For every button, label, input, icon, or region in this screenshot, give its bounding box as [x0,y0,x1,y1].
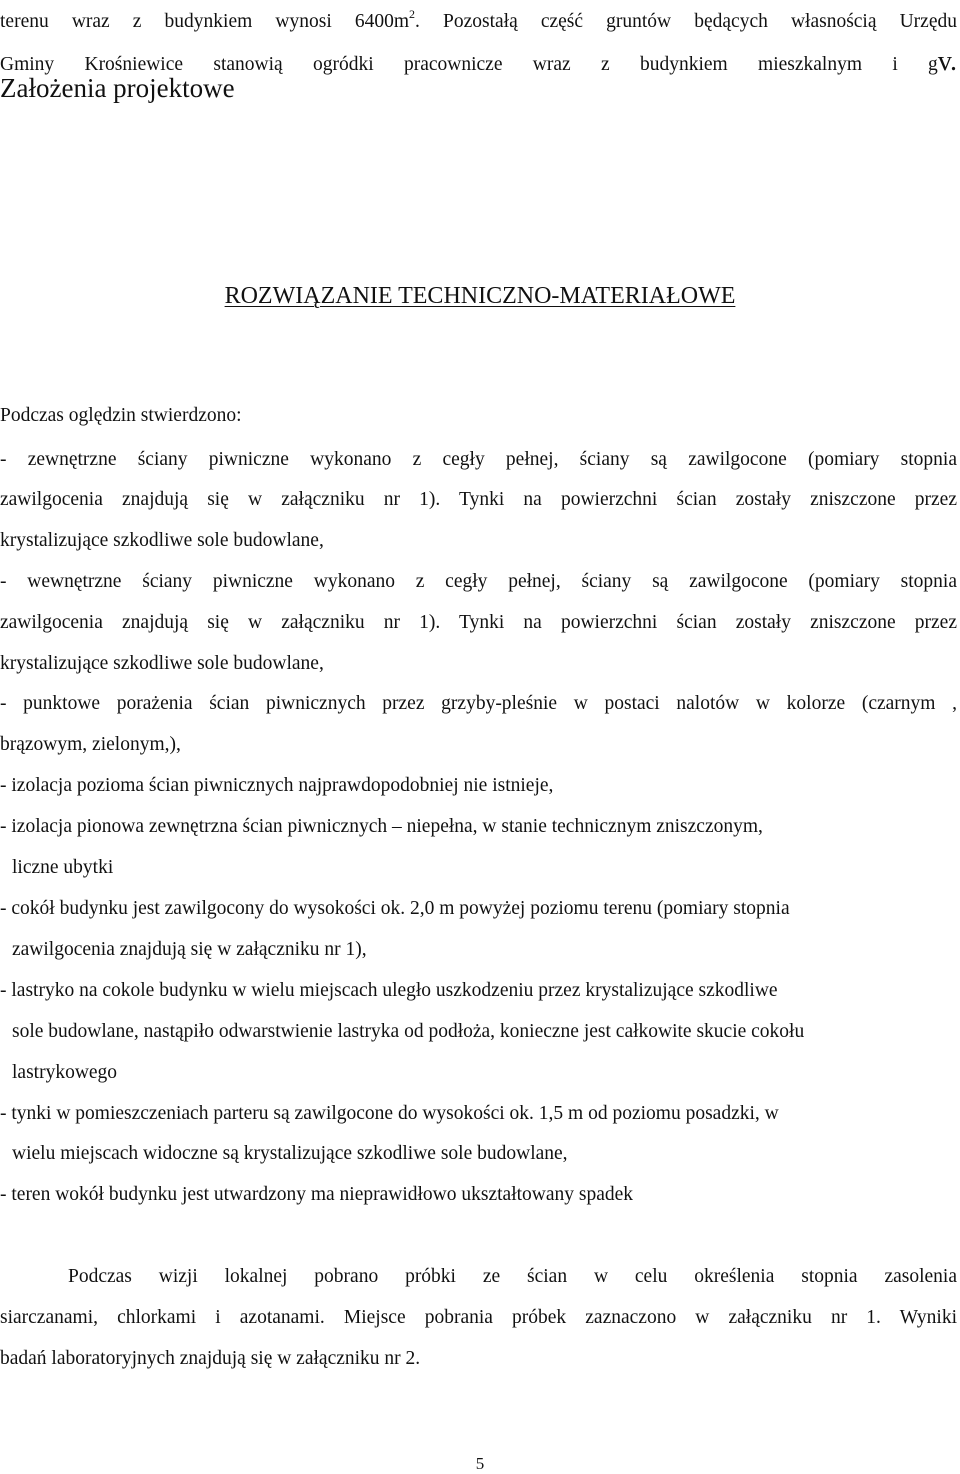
superscript: 2 [409,7,416,21]
list-item-continuation: lastrykowego [12,1062,118,1083]
paragraph-line: Podczas wizji lokalnej pobrano próbki ze ścian w celu określenia stopnia zasolenia [68,1266,957,1287]
text-fragment: v. [937,46,957,77]
list-item: - lastryko na cokole budynku w wielu miejscach uległo uszkodzeniu przez krystalizujące szkodliwe [0,980,778,1001]
section-heading: Założenia projektowe [0,73,235,103]
text-fragment: Gminy Krośniewice stanowią ogródki pracownicze wraz z budynkiem mieszkalnym i g [0,54,938,75]
list-item: - punktowe porażenia ścian piwnicznych przez grzyby-pleśnie w postaci nalotów w kolorze (czarnym , [0,693,957,714]
list-item-continuation: liczne ubytki [12,857,114,878]
list-item-continuation: wielu miejscach widoczne są krystalizujące szkodliwe sole budowlane, [12,1143,568,1164]
list-item-continuation: krystalizujące szkodliwe sole budowlane, [0,653,324,674]
list-item-continuation: zawilgocenia znajdują się w załączniku nr 1). Tynki na powierzchni ścian zostały zniszczone przez [0,489,957,510]
section-title: ROZWIĄZANIE TECHNICZNO-MATERIAŁOWE [224,283,736,309]
paragraph-line: siarczanami, chlorkami i azotanami. Miejsce pobrania próbek zaznaczono w załączniku nr 1. Wyniki [0,1307,957,1328]
list-item: - izolacja pozioma ścian piwnicznych najprawdopodobniej nie istnieje, [0,775,554,796]
list-item: - tynki w pomieszczeniach parteru są zawilgocone do wysokości ok. 1,5 m od poziomu posadzki, w [0,1103,779,1124]
text-fragment: . Pozostałą część gruntów będących własnością Urzędu [415,11,957,32]
list-item-continuation: brązowym, zielonym,), [0,734,181,755]
list-item: - wewnętrzne ściany piwniczne wykonano z cegły pełnej, ściany są zawilgocone (pomiary stopnia [0,571,957,592]
list-item-continuation: sole budowlane, nastąpiło odwarstwienie lastryka od podłoża, konieczne jest całkowite skucie cokołu [12,1021,805,1042]
text-line [0,2,957,34]
intro-text: Podczas oględzin stwierdzono: [0,405,242,426]
list-item: - izolacja pionowa zewnętrzna ścian piwnicznych – niepełna, w stanie technicznym zniszczonym, [0,816,763,837]
list-item-continuation: krystalizujące szkodliwe sole budowlane, [0,530,324,551]
list-item: - zewnętrzne ściany piwniczne wykonano z cegły pełnej, ściany są zawilgocone (pomiary stopnia [0,449,957,470]
list-item: - teren wokół budynku jest utwardzony ma nieprawidłowo ukształtowany spadek [0,1184,634,1205]
list-item-continuation: zawilgocenia znajdują się w załączniku nr 1). Tynki na powierzchni ścian zostały zniszczone przez [0,612,957,633]
list-item-continuation: zawilgocenia znajdują się w załączniku nr 1), [12,939,367,960]
text-fragment: terenu wraz z budynkiem wynosi 6400m [0,11,410,32]
page-number: 5 [475,1454,485,1473]
paragraph-line: badań laboratoryjnych znajdują się w załączniku nr 2. [0,1348,421,1369]
list-item: - cokół budynku jest zawilgocony do wysokości ok. 2,0 m powyżej poziomu terenu (pomiary stopnia [0,898,790,919]
